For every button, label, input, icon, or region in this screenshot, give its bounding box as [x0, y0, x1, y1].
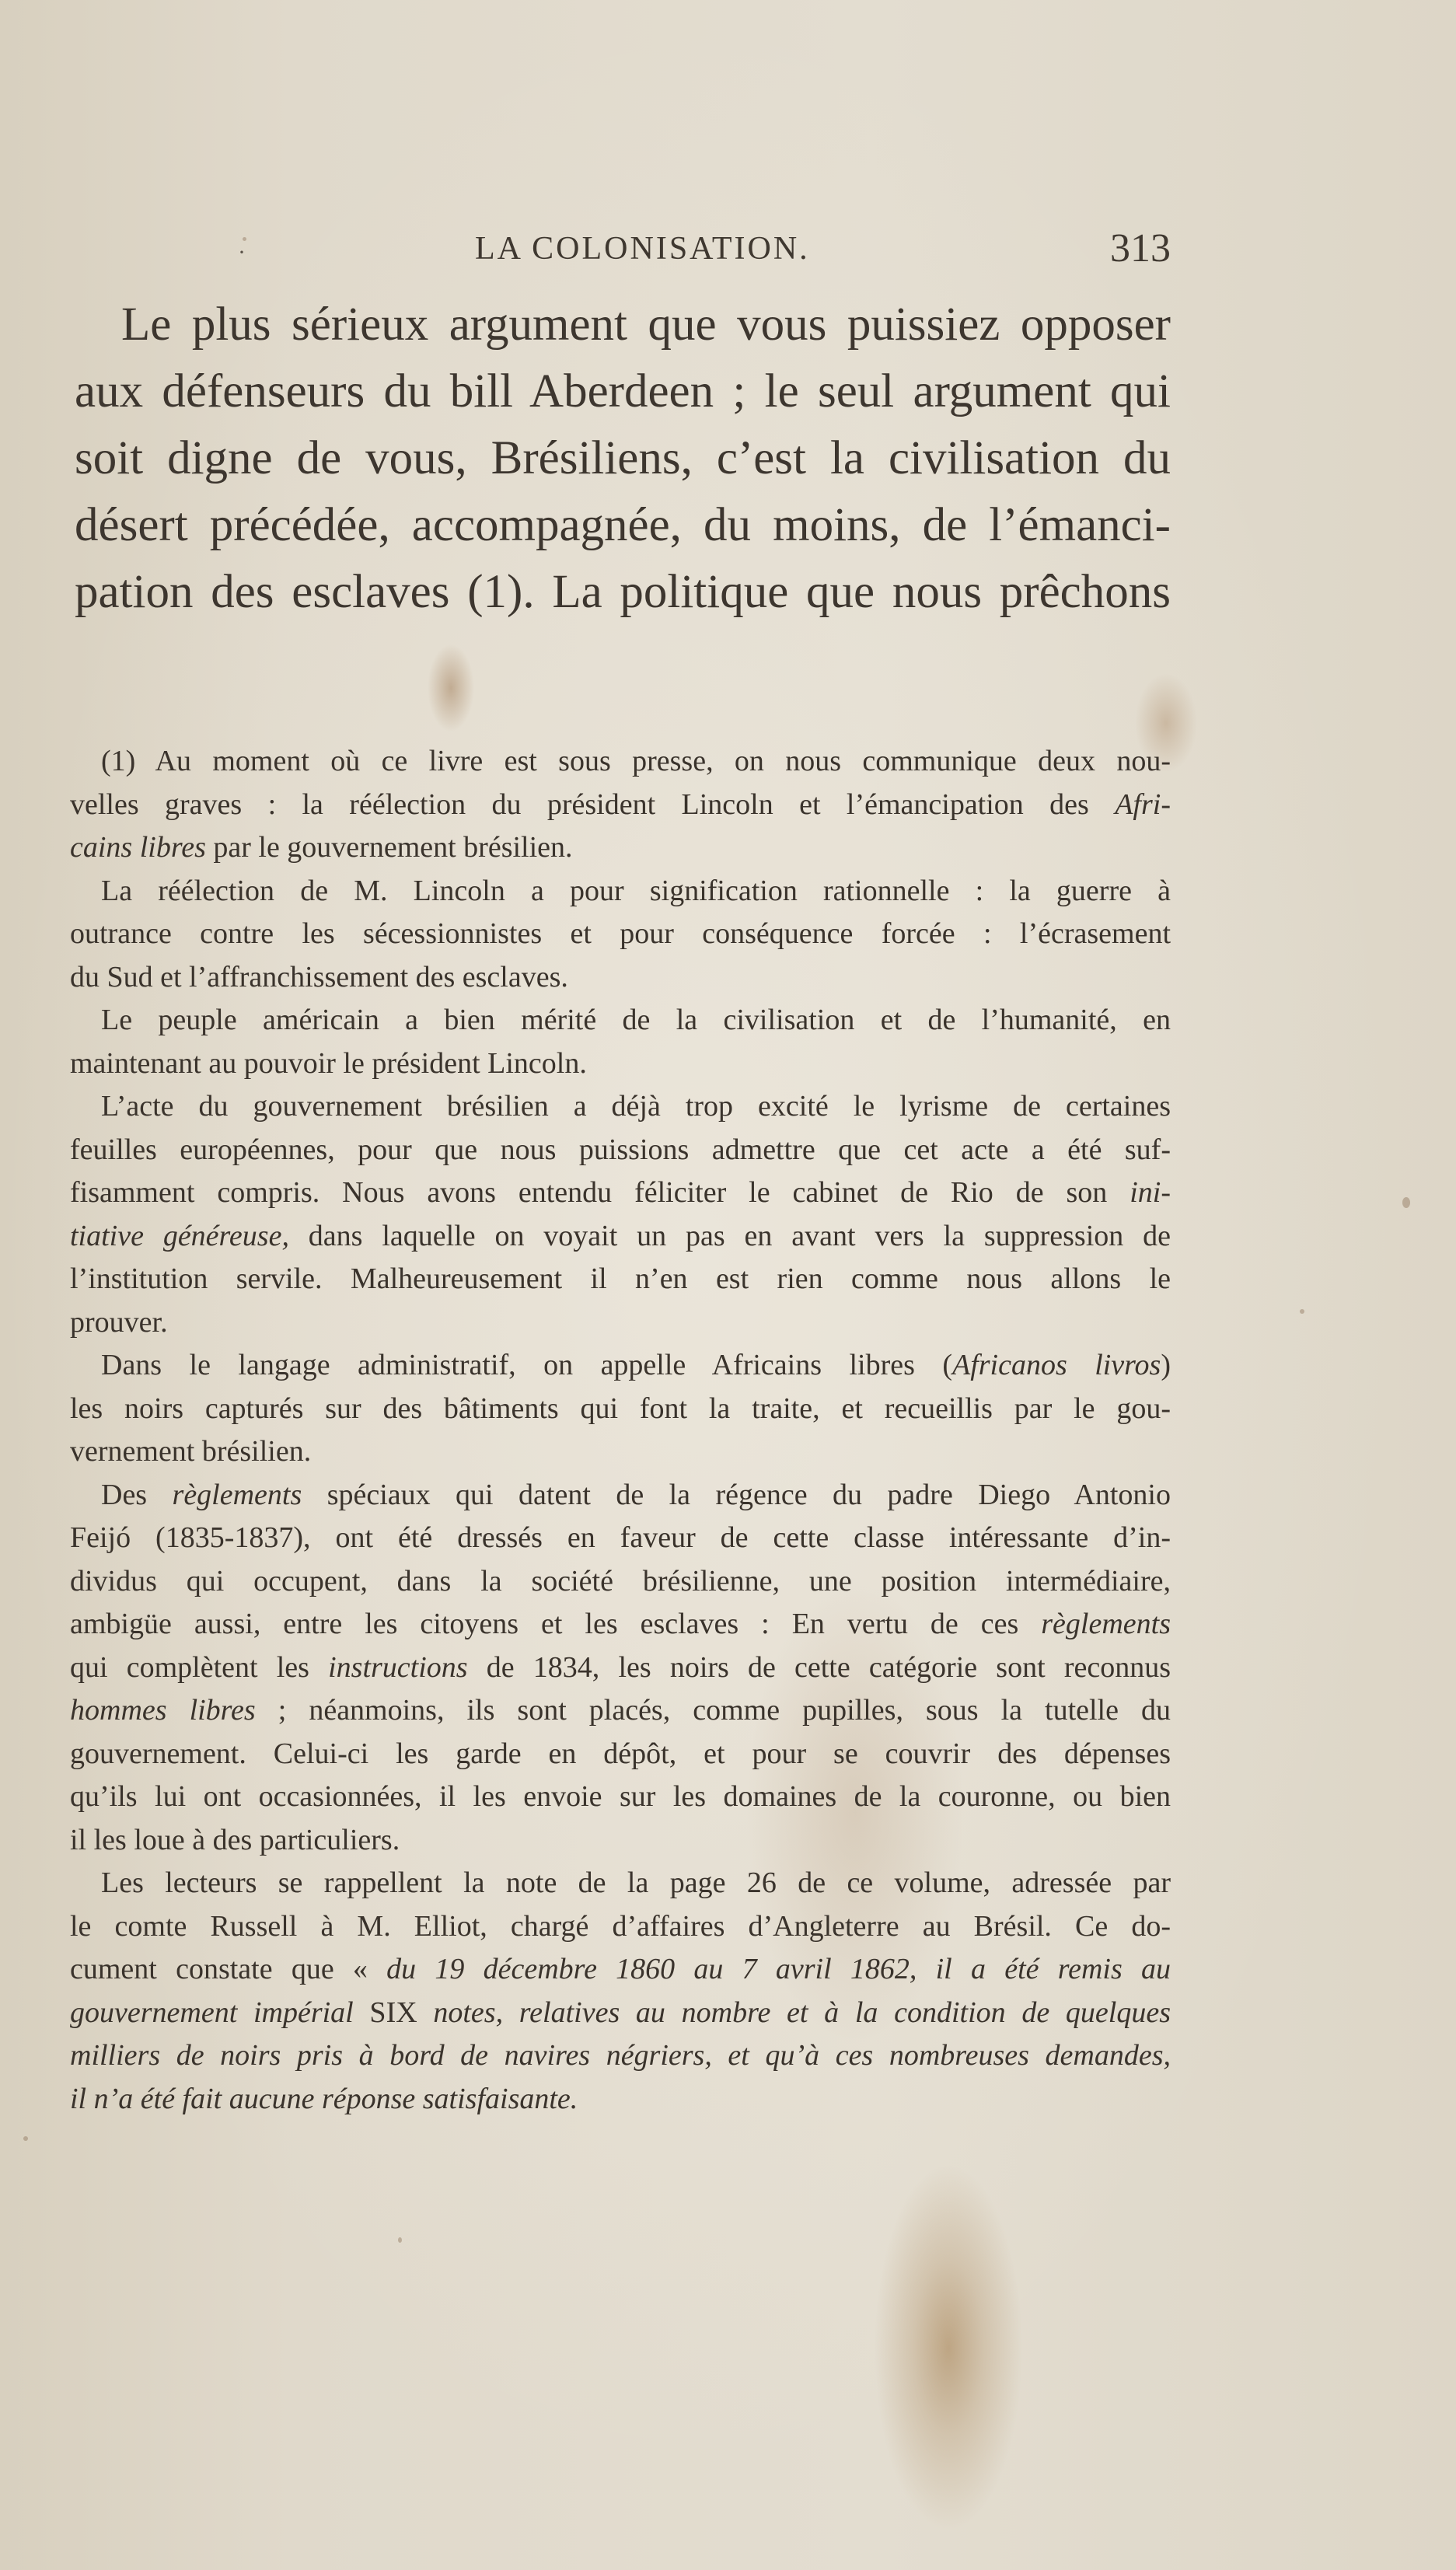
footnote-text: velles graves : la réélection du président Lincoln et l’émancipation des [70, 787, 1116, 821]
footnote-text: qui complètent les [70, 1650, 329, 1684]
footnote-line: qu’ils lui ont occasionnées, il les envoie sur les domaines de la couronne, ou bien [70, 1780, 1171, 1813]
footnote-line: maintenant au pouvoir le président Lincoln. [70, 1046, 587, 1080]
footnotes [70, 740, 1171, 2121]
footnote-italic: ini- [1130, 1176, 1171, 1209]
page-number: 313 [1110, 226, 1171, 271]
main-line: désert précédée, accompagnée, du moins, de l’émanci- [75, 499, 1171, 551]
main-text [75, 292, 1171, 626]
footnote-line [70, 1948, 1171, 1992]
paper-speck [1402, 1197, 1410, 1208]
footnote-line: outrance contre les sécessionnistes et pour conséquence forcée : l’écrasement [70, 917, 1171, 950]
footnote-italic: Afri- [1115, 787, 1171, 821]
footnote-italic: notes, relatives au nombre et à la condition de quelques [433, 1996, 1171, 2029]
margin-mark: · [238, 239, 246, 265]
paper-speck [243, 237, 246, 241]
footnote-line [70, 2034, 1171, 2078]
footnote-line [70, 1344, 1171, 1388]
footnote-italic: tiative généreuse, [70, 1219, 289, 1252]
footnote-italic: Africanos livros [951, 1349, 1161, 1381]
footnote-line: il les loue à des particuliers. [70, 1823, 400, 1856]
footnote-line [70, 784, 1171, 827]
footnote-line: le comte Russell à M. Elliot, chargé d’affaires d’Angleterre au Brésil. Ce do- [70, 1909, 1171, 1943]
footnote-line [70, 1689, 1171, 1733]
footnote-line [70, 1646, 1171, 1690]
footnote-line [70, 2078, 1171, 2121]
footnote-italic: hommes libres [70, 1694, 256, 1727]
footnote-italic: il n’a été fait aucune réponse satisfaisante. [70, 2082, 578, 2115]
footnote-paragraph [70, 999, 1171, 1085]
footnote-italic: gouvernement impérial [70, 1996, 354, 2029]
footnote-text: ; néanmoins, ils sont placés, comme pupilles, sous la tutelle du [255, 1694, 1171, 1727]
footnote-paragraph [70, 1085, 1171, 1344]
footnote-line: dividus qui occupent, dans la société brésilienne, une position intermédiaire, [70, 1564, 1171, 1598]
main-line: pation des esclaves (1). La politique que nous prêchons [75, 566, 1171, 618]
footnote-line [70, 1603, 1171, 1646]
footnote-line [70, 1474, 1171, 1517]
footnote-line: Les lecteurs se rappellent la note de la page 26 de ce volume, adressée par [101, 1866, 1171, 1899]
main-line: aux défenseurs du bill Aberdeen ; le seul argument qui [75, 365, 1171, 417]
footnote-italic: règlements [1041, 1608, 1171, 1640]
footnote-italic: cains libres [70, 831, 206, 864]
footnote-text: ambigüe aussi, entre les citoyens et les esclaves : En vertu de ces [70, 1608, 1042, 1640]
footnote-text: Des [101, 1478, 173, 1511]
footnote-italic: instructions [328, 1650, 468, 1684]
running-title: LA COLONISATION. [475, 231, 810, 267]
footnote-line: Le peuple américain a bien mérité de la civilisation et de l’humanité, en [101, 1004, 1171, 1036]
footnote-line: feuilles européennes, pour que nous puissions admettre que cet acte a été suf- [70, 1133, 1171, 1166]
footnote-line: l’institution servile. Malheureusement il n’en est rien comme nous allons le [70, 1262, 1171, 1295]
footnote-line [70, 1172, 1171, 1215]
footnote-text: cument constate que « [70, 1953, 387, 1985]
footnote-line: (1) Au moment où ce livre est sous presse, on nous communique deux nou- [101, 745, 1171, 777]
footnote-paragraph [70, 740, 1171, 870]
footnote-italic: milliers de noirs pris à bord de navires négriers, et qu’à ces nombreuses demandes, [70, 2039, 1171, 2072]
footnote-text: de 1834, les noirs de cette catégorie sont reconnus [467, 1650, 1171, 1684]
footnote-line: du Sud et l’affranchissement des esclaves. [70, 960, 568, 993]
footnote-line: gouvernement. Celui-ci les garde en dépôt, et pour se couvrir des dépenses [70, 1737, 1171, 1770]
footnote-line: les noirs capturés sur des bâtiments qui font la traite, et recueillis par le gou- [70, 1392, 1171, 1425]
main-line: Le plus sérieux argument que vous puissiez opposer [121, 299, 1171, 351]
footnote-paragraph [70, 1474, 1171, 1863]
footnote-text: spéciaux qui datent de la régence du padre Diego Antonio [302, 1478, 1171, 1511]
footnote-text: par le gouvernement brésilien. [205, 831, 573, 864]
footnote-line: L’acte du gouvernement brésilien a déjà trop excité le lyrisme de certaines [101, 1090, 1171, 1123]
footnote-line [70, 826, 1171, 870]
paper-speck [23, 2136, 28, 2141]
main-line: soit digne de vous, Brésiliens, c’est la civilisation du [75, 432, 1171, 484]
footnote-italic: du 19 décembre 1860 au 7 avril 1862, il a été remis au [386, 1953, 1171, 1985]
footnote-text: dans laquelle on voyait un pas en avant vers la suppression de [288, 1219, 1171, 1252]
footnote-text: SIX [353, 1996, 434, 2029]
paper-speck [1300, 1309, 1304, 1314]
footnote-paragraph [70, 1862, 1171, 2121]
footnote-line: La réélection de M. Lincoln a pour signification rationnelle : la guerre à [101, 874, 1171, 907]
paper-speck [398, 2237, 402, 2243]
footnote-text: fisamment compris. Nous avons entendu féliciter le cabinet de Rio de son [70, 1176, 1130, 1209]
footnote-line: Feijó (1835-1837), ont été dressés en faveur de cette classe intéressante d’in- [70, 1521, 1171, 1554]
footnote-line: vernement brésilien. [70, 1435, 312, 1468]
footnote-line: prouver. [70, 1305, 168, 1339]
footnote-paragraph [70, 870, 1171, 1000]
page-header [75, 225, 1171, 280]
footnote-text: ) [1161, 1349, 1171, 1381]
footnote-paragraph [70, 1344, 1171, 1474]
footnote-text: Dans le langage administratif, on appelle Africains libres ( [101, 1349, 952, 1381]
footnote-italic: règlements [172, 1478, 302, 1511]
footnote-line [70, 1992, 1171, 2035]
footnote-line [70, 1215, 1171, 1259]
